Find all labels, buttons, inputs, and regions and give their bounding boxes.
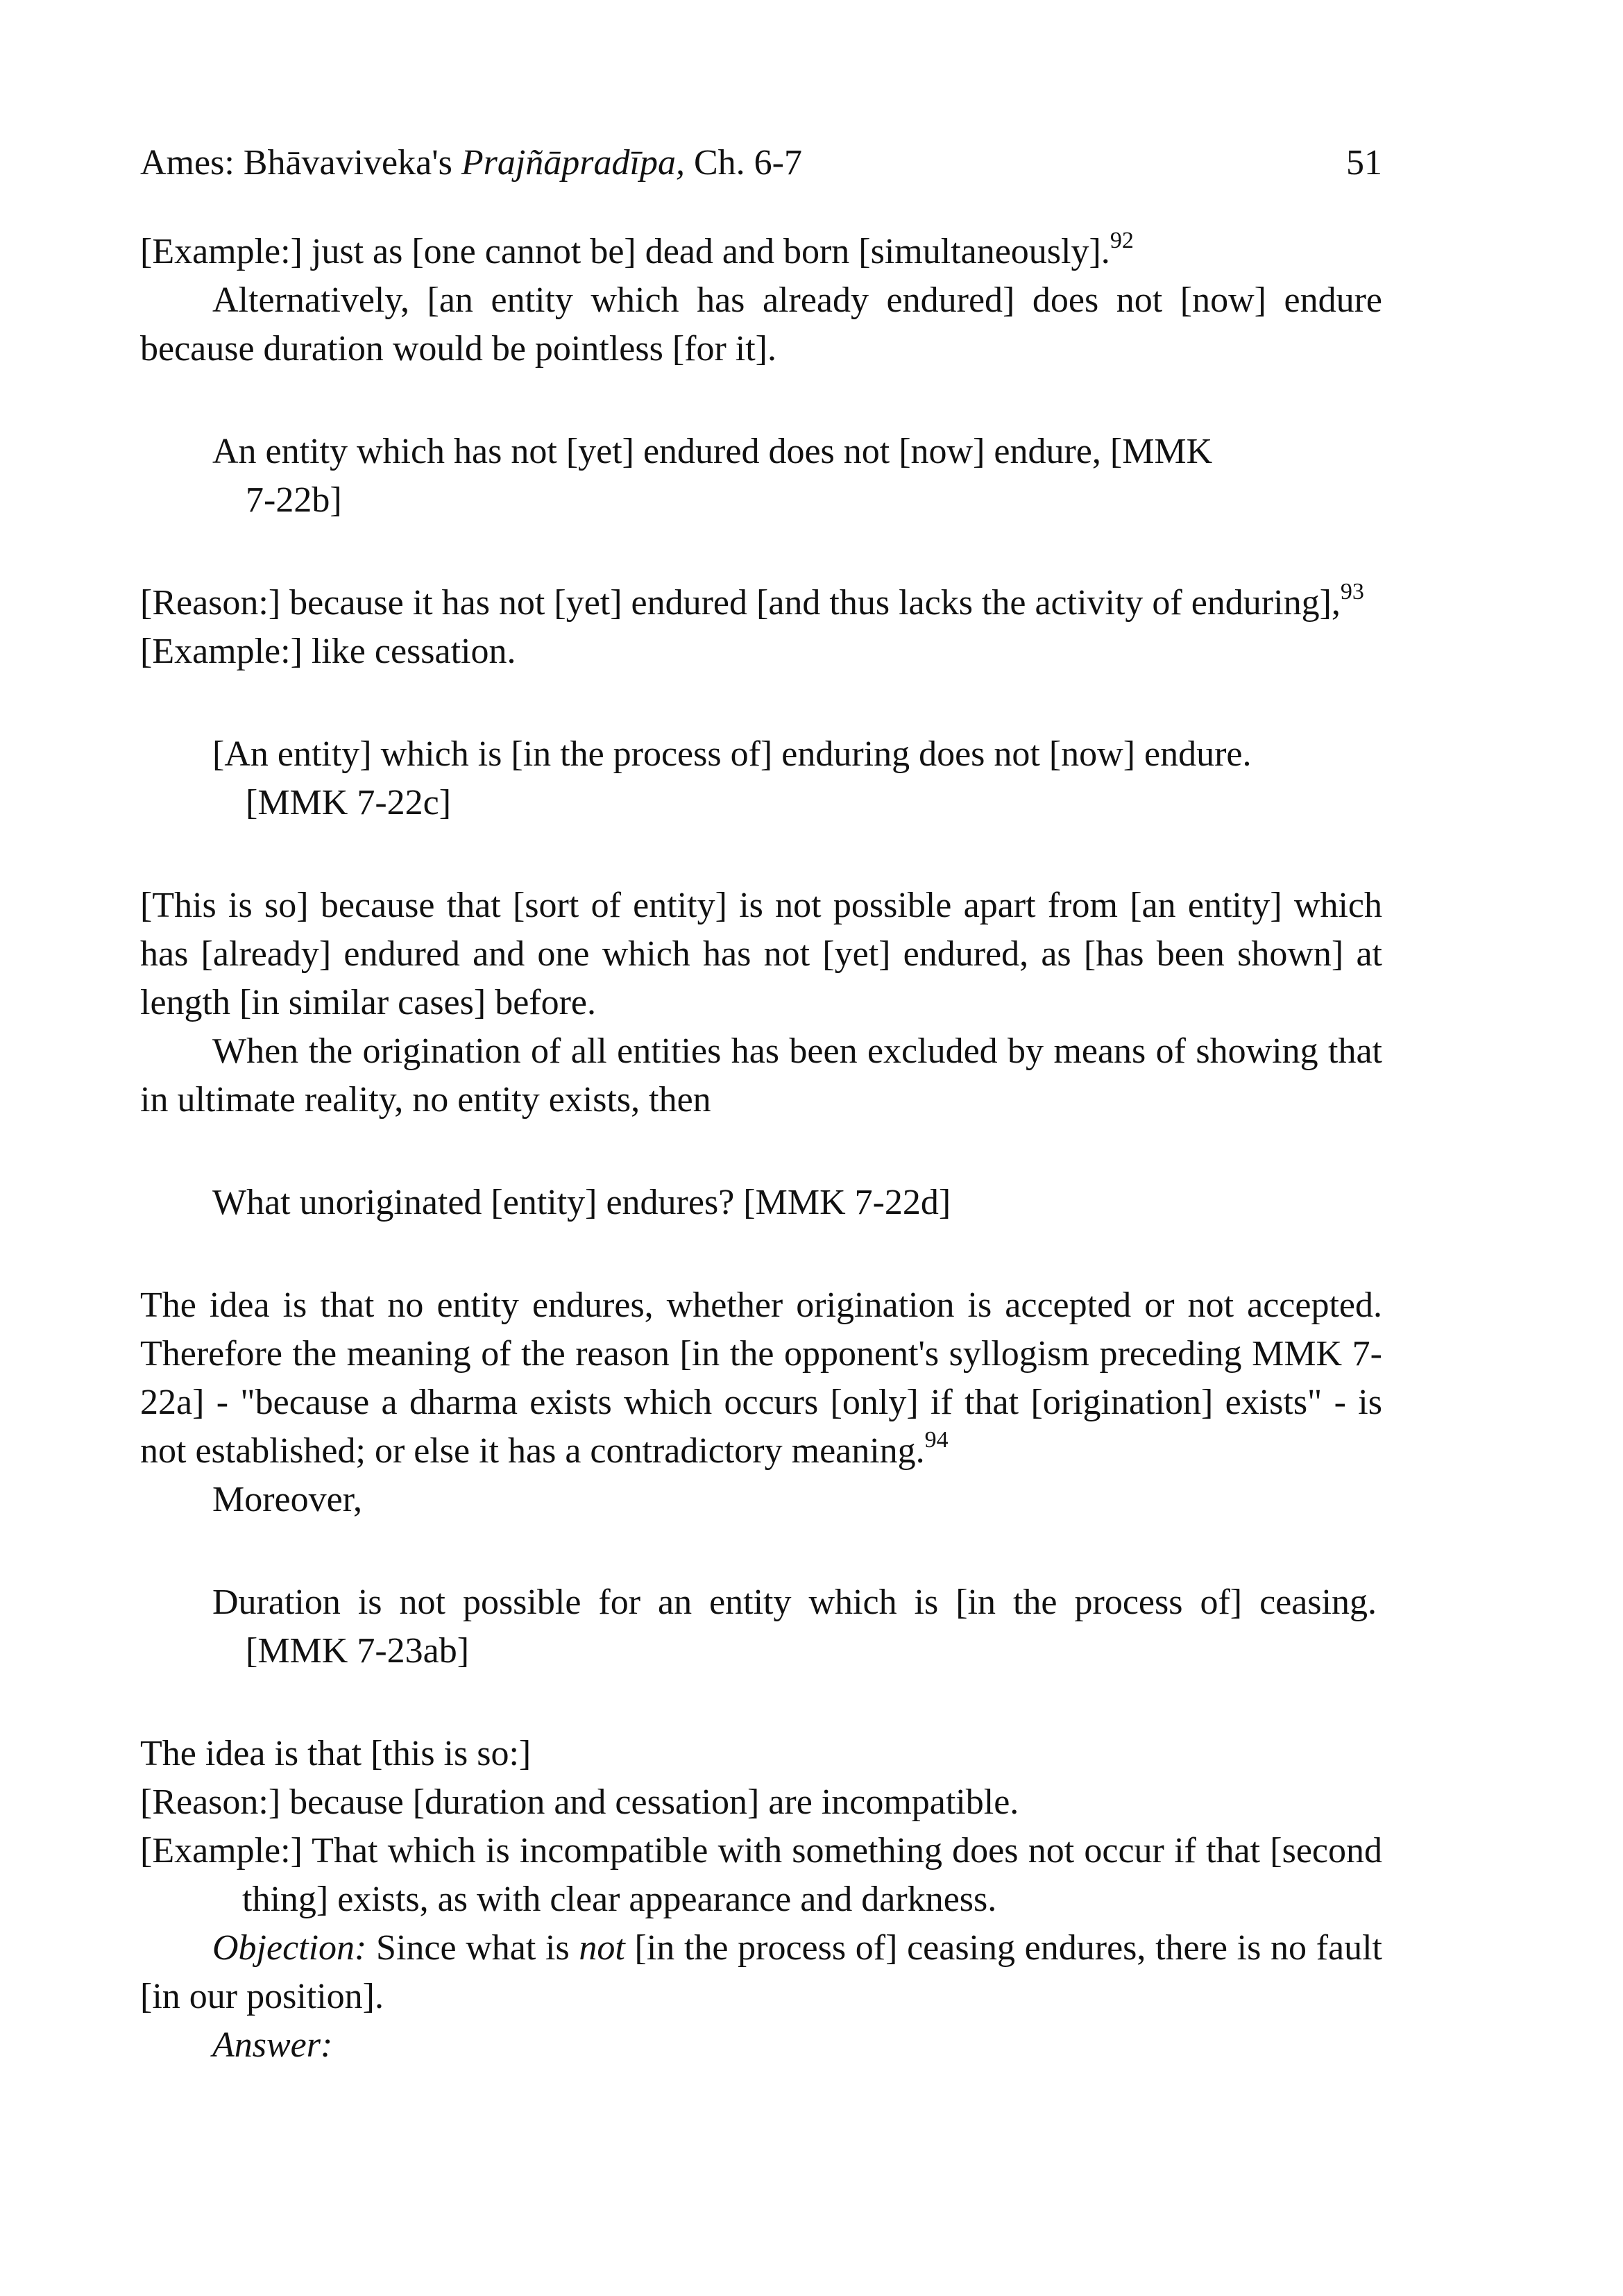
running-header <box>140 139 1382 187</box>
reason-1: [Reason:] because it has not [yet] endured [and thus lacks the activity of enduring],$^{93}$ <box>140 579 1364 623</box>
paragraph-origination: When the origination of all entities has been excluded by means of showing that in ultimate reality, no entity exists, then <box>140 1031 1382 1120</box>
page-number: 51 <box>1346 143 1382 183</box>
paragraph-example-1: [Example:] just as [one cannot be] dead and born [simultaneously].$^{92}$ <box>140 228 1134 271</box>
verse-mmk-7-22c: [An entity] which is [in the process of] enduring does not [now] endure. [MMK 7-22c] <box>212 734 1252 822</box>
footnote-marker: 93 <box>1340 579 1364 605</box>
paragraph-moreover: Moreover, <box>212 1480 362 1519</box>
paragraph-idea: The idea is that no entity endures, whether origination is accepted or not accepted. Therefore the meaning of the reason [in the opponent's syllogism preceding MMK 7-22a] - "because a dharma exists which occurs [only] if that [origination] exists" - is not established; or else it has a contradictory meaning.$^{94}$ <box>140 1285 1382 1471</box>
answer-label: Answer: <box>212 2025 333 2065</box>
verse-mmk-7-23ab: Duration is not possible for an entity which is [in the process of] ceasing. [MMK 7-23ab] <box>212 1582 1377 1671</box>
footnote-marker: 92 <box>1110 228 1134 253</box>
verse-mmk-7-22d: What unoriginated [entity] endures? [MMK 7-22d] <box>212 1183 951 1222</box>
page <box>140 139 1382 2070</box>
footnote-marker: 94 <box>924 1427 949 1453</box>
paragraph-alternatively: Alternatively, [an entity which has already endured] does not [now] endure because duration would be pointless [for it]. <box>140 280 1382 369</box>
verse-mmk-7-22b: An entity which has not [yet] endured does not [now] endure, [MMK 7-22b] <box>212 432 1213 520</box>
paragraph-objection: Objection: Since what is not [in the process of] ceasing endures, there is no fault [in our position]. <box>140 1928 1382 2016</box>
example-3: [Example:] That which is incompatible with something does not occur if that [second thing] exists, as with clear appearance and darkness. <box>140 1831 1382 1919</box>
paragraph-idea-2: The idea is that [this is so:] <box>140 1734 532 1773</box>
objection-label: Objection: <box>212 1928 367 1968</box>
reason-2: [Reason:] because [duration and cessation] are incompatible. <box>140 1782 1019 1822</box>
example-2: [Example:] like cessation. <box>140 632 516 671</box>
paragraph-answer <box>140 2021 1382 2070</box>
work-title: Prajñāpradīpa, <box>461 143 685 183</box>
running-head: Ames: Bhāvaviveka's Prajñāpradīpa, Ch. 6-7 <box>140 143 802 183</box>
paragraph-this-is-so: [This is so] because that [sort of entity] is not possible apart from [an entity] which has [already] endured and one which has not [yet] endured, as [has been shown] at length [in similar cases] before. <box>140 886 1382 1022</box>
